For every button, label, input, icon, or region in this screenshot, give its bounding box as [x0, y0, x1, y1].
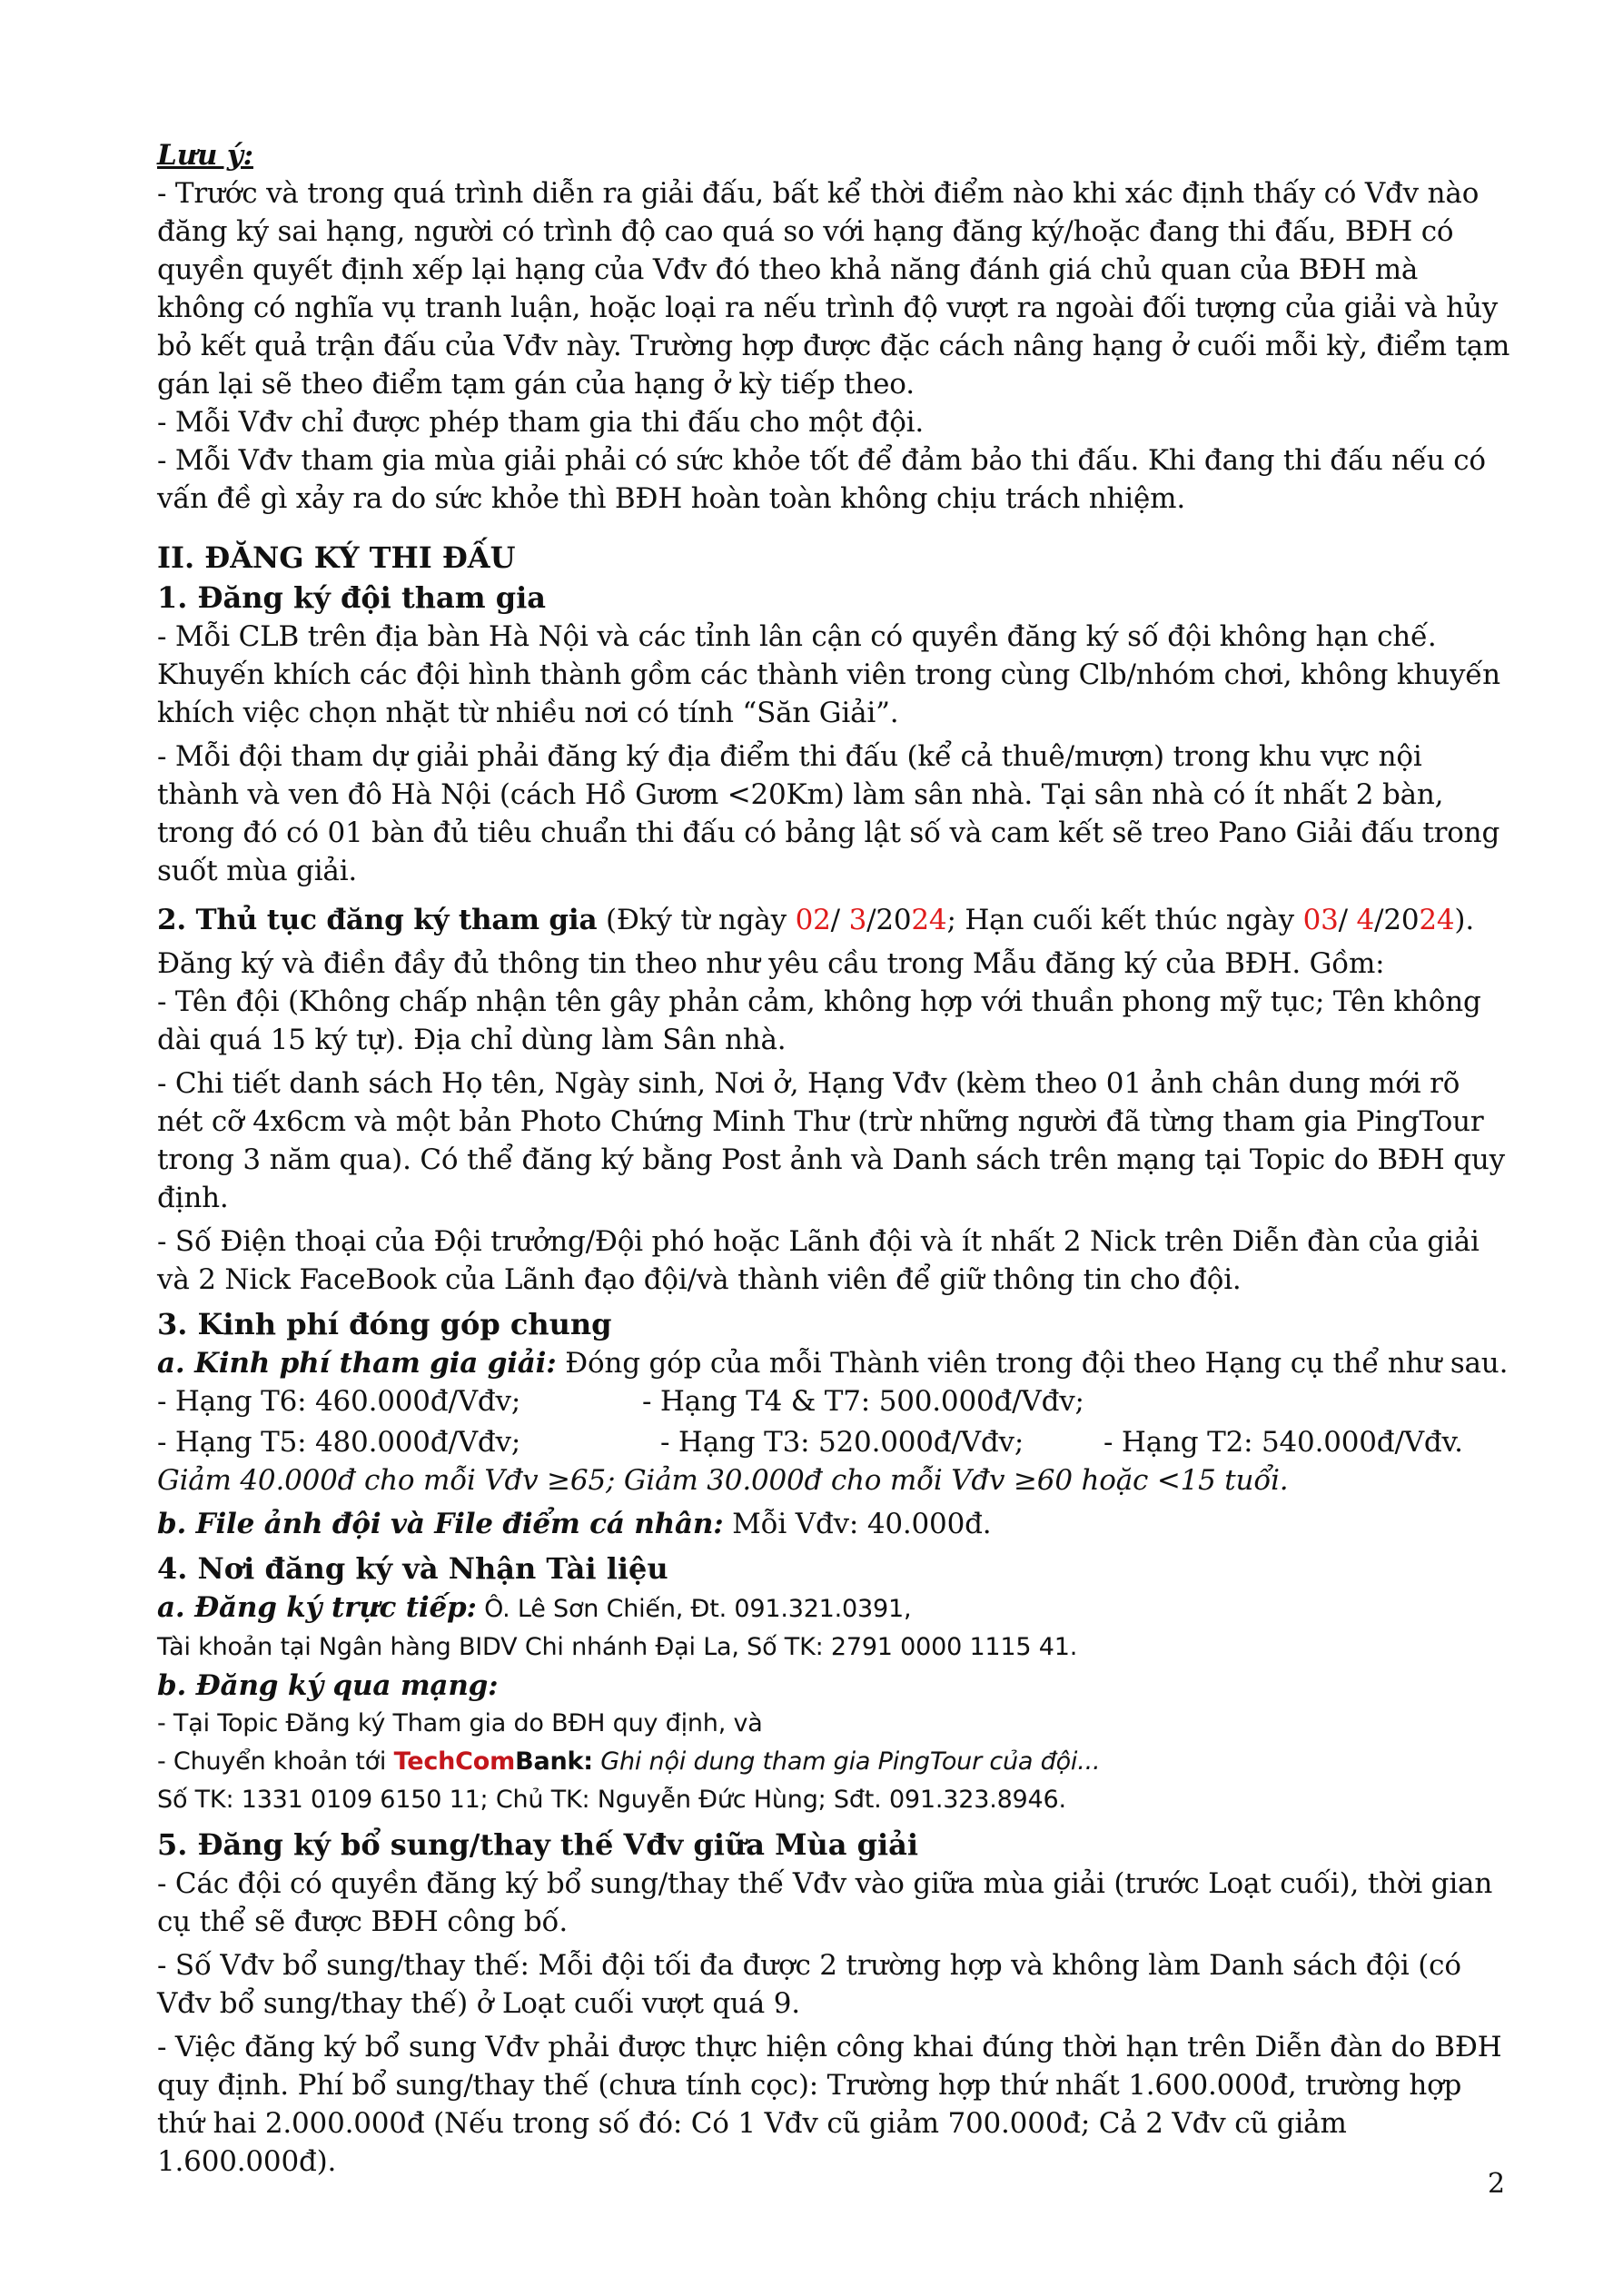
note-paragraph-3: - Mỗi Vđv tham gia mùa giải phải có sức khỏe tốt để đảm bảo thi đấu. Khi đang thi đấu nếu có vấn đề gì xảy ra do sức khỏe thì BĐH hoàn toàn không chịu trách nhiệm.: [157, 444, 1486, 515]
techcombank-brand: TechCom: [393, 1747, 516, 1776]
subsection-2-paragraph-1: Đăng ký và điền đầy đủ thông tin theo như yêu cầu trong Mẫu đăng ký của BĐH. Gồm:: [157, 947, 1385, 980]
note-paragraph-2: - Mỗi Vđv chỉ được phép tham gia thi đấu cho một đội.: [157, 406, 925, 439]
register-online-account: Số TK: 1331 0109 6150 11; Chủ TK: Nguyễn Đức Hùng; Sđt. 091.323.8946.: [157, 1786, 1066, 1814]
section-2-heading: II. ĐĂNG KÝ THI ĐẤU: [157, 540, 516, 575]
fee-t2: - Hạng T2: 540.000đ/Vđv.: [1103, 1426, 1463, 1459]
fee-row-1: [157, 1382, 1510, 1420]
register-direct-bank: Tài khoản tại Ngân hàng BIDV Chi nhánh Đại La, Số TK: 2791 0000 1115 41.: [157, 1633, 1078, 1661]
register-online-label: b. Đăng ký qua mạng:: [157, 1669, 499, 1702]
subsection-5-heading: 5. Đăng ký bổ sung/thay thế Vđv giữa Mùa giải: [157, 1827, 919, 1862]
register-direct-line: a. Đăng ký trực tiếp: Ô. Lê Sơn Chiến, Đt. 091.321.0391,: [157, 1591, 912, 1624]
fee-t4-t7: - Hạng T4 & T7: 500.000đ/Vđv;: [642, 1385, 1084, 1418]
subsection-1-heading: 1. Đăng ký đội tham gia: [157, 580, 546, 615]
subsection-4-heading: 4. Nơi đăng ký và Nhận Tài liệu: [157, 1551, 668, 1586]
subsection-2-heading: 2. Thủ tục đăng ký tham gia: [157, 904, 598, 936]
note-paragraph-1: - Trước và trong quá trình diễn ra giải đấu, bất kể thời điểm nào khi xác định thấy có Vđv nào đăng ký sai hạng, người có trình độ cao quá so với hạng đăng ký/hoặc đang thi đấu, BĐH có quyền quyết định xếp lại hạng của Vđv đó theo khả năng đánh giá chủ quan của BĐH mà không có nghĩa vụ tranh luận, hoặc loại ra nếu trình độ vượt ra ngoài đối tượng của giải và hủy bỏ kết quả trận đấu của Vđv này. Trường hợp được đặc cách nâng hạng ở cuối mỗi kỳ, điểm tạm gán lại sẽ theo điểm tạm gán của hạng ở kỳ tiếp theo.: [157, 177, 1510, 401]
fee-a-line: a. Kinh phí tham gia giải: Đóng góp của mỗi Thành viên trong đội theo Hạng cụ thể như sau.: [157, 1347, 1509, 1380]
page-number: 2: [1488, 2168, 1506, 2200]
subsection-2-paragraph-2: - Tên đội (Không chấp nhận tên gây phản cảm, không hợp với thuần phong mỹ tục; Tên không dài quá 15 ký tự). Địa chỉ dùng làm Sân nhà.: [157, 985, 1481, 1056]
document-page: [157, 136, 1510, 2181]
fee-t6: - Hạng T6: 460.000đ/Vđv;: [157, 1385, 521, 1418]
subsection-2-paragraph-4: - Số Điện thoại của Đội trưởng/Đội phó hoặc Lãnh đội và ít nhất 2 Nick trên Diễn đàn của giải và 2 Nick FaceBook của Lãnh đạo đội/và thành viên để giữ thông tin cho đội.: [157, 1225, 1480, 1296]
fee-discount: Giảm 40.000đ cho mỗi Vđv ≥65; Giảm 30.000đ cho mỗi Vđv ≥60 hoặc <15 tuổi.: [157, 1464, 1289, 1497]
fee-row-2: [157, 1423, 1510, 1461]
subsection-2-heading-line: 2. Thủ tục đăng ký tham gia (Đký từ ngày 02/ 3/2024; Hạn cuối kết thúc ngày 03/ 4/2024).: [157, 904, 1474, 936]
subsection-1-paragraph-1: - Mỗi CLB trên địa bàn Hà Nội và các tỉnh lân cận có quyền đăng ký số đội không hạn chế. Khuyến khích các đội hình thành gồm các thành viên trong cùng Clb/nhóm chơi, không khuyến khích việc chọn nhặt từ nhiều nơi có tính “Săn Giải”.: [157, 620, 1500, 729]
subsection-5-paragraph-2: - Số Vđv bổ sung/thay thế: Mỗi đội tối đa được 2 trường hợp và không làm Danh sách đội (có Vđv bổ sung/thay thế) ở Loạt cuối vượt quá 9.: [157, 1949, 1461, 2020]
subsection-5-paragraph-3: - Việc đăng ký bổ sung Vđv phải được thực hiện công khai đúng thời hạn trên Diễn đàn do BĐH quy định. Phí bổ sung/thay thế (chưa tính cọc): Trường hợp thứ nhất 1.600.000đ, trường hợp thứ hai 2.000.000đ (Nếu trong số đó: Có 1 Vđv cũ giảm 700.000đ; Cả 2 Vđv cũ giảm 1.600.000đ).: [157, 2031, 1502, 2178]
fee-t3: - Hạng T3: 520.000đ/Vđv;: [660, 1426, 1024, 1459]
fee-t5: - Hạng T5: 480.000đ/Vđv;: [157, 1426, 521, 1459]
register-online-topic: - Tại Topic Đăng ký Tham gia do BĐH quy định, và: [157, 1709, 763, 1737]
register-online-transfer: - Chuyển khoản tới TechComBank: Ghi nội dung tham gia PingTour của đội...: [157, 1747, 1101, 1776]
subsection-2-paragraph-3: - Chi tiết danh sách Họ tên, Ngày sinh, Nơi ở, Hạng Vđv (kèm theo 01 ảnh chân dung mới rõ nét cỡ 4x6cm và một bản Photo Chứng Minh Thư (trừ những người đã từng tham gia PingTour trong 3 năm qua). Có thể đăng ký bằng Post ảnh và Danh sách trên mạng tại Topic do BĐH quy định.: [157, 1067, 1505, 1214]
subsection-5-paragraph-1: - Các đội có quyền đăng ký bổ sung/thay thế Vđv vào giữa mùa giải (trước Loạt cuối), thời gian cụ thể sẽ được BĐH công bố.: [157, 1867, 1493, 1938]
fee-b-line: b. File ảnh đội và File điểm cá nhân: Mỗi Vđv: 40.000đ.: [157, 1508, 992, 1540]
subsection-1-paragraph-2: - Mỗi đội tham dự giải phải đăng ký địa điểm thi đấu (kể cả thuê/mượn) trong khu vực nội thành và ven đô Hà Nội (cách Hồ Gươm <20Km) làm sân nhà. Tại sân nhà có ít nhất 2 bàn, trong đó có 01 bàn đủ tiêu chuẩn thi đấu có bảng lật số và cam kết sẽ treo Pano Giải đấu trong suốt mùa giải.: [157, 740, 1500, 887]
note-title: Lưu ý:: [157, 139, 253, 172]
subsection-3-heading: 3. Kinh phí đóng góp chung: [157, 1307, 612, 1341]
